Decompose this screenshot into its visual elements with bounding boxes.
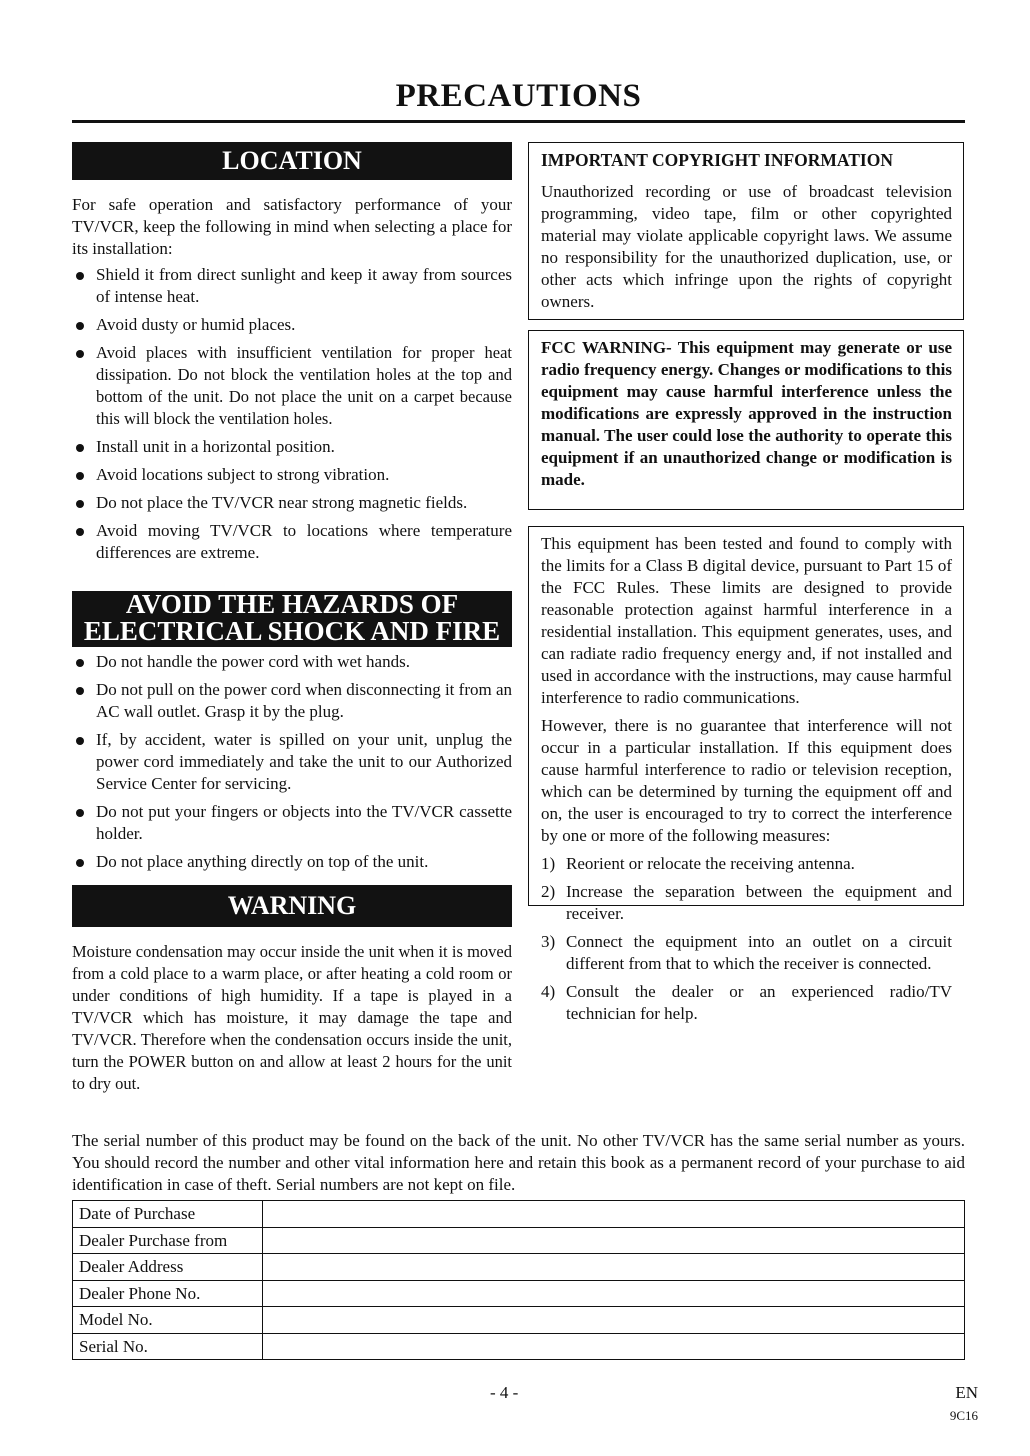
row-value-field[interactable] — [263, 1227, 965, 1254]
list-item: Avoid moving TV/VCR to locations where temperature differences are extreme. — [72, 520, 512, 564]
hazards-list — [72, 651, 512, 873]
item-number: 1) — [541, 854, 556, 873]
location-intro: For safe operation and satisfactory performance of your TV/VCR, keep the following in mind when selecting a place for its installation: — [72, 195, 512, 258]
row-value-field[interactable] — [263, 1201, 965, 1228]
bullet-icon — [76, 528, 84, 536]
list-item: Avoid locations subject to strong vibration. — [72, 464, 512, 486]
row-label: Dealer Phone No. — [73, 1280, 263, 1307]
list-item: Do not place anything directly on top of the unit. — [72, 851, 512, 873]
bullet-icon — [76, 659, 84, 667]
row-label: Date of Purchase — [73, 1201, 263, 1228]
list-item: 2) Increase the separation between the equipment and receiver. — [541, 882, 952, 923]
page-number: - 4 - — [490, 1383, 519, 1402]
row-value-field[interactable] — [263, 1280, 965, 1307]
row-value-field[interactable] — [263, 1333, 965, 1360]
warning-heading: WARNING — [72, 885, 512, 927]
document-code: 9C16 — [949, 1408, 978, 1423]
purchase-record-table — [72, 1200, 965, 1360]
fcc-warning-box — [528, 330, 964, 510]
bullet-icon — [76, 809, 84, 817]
table-row — [73, 1227, 965, 1254]
table-row — [73, 1280, 965, 1307]
list-item: 3) Connect the equipment into an outlet on a circuit different from that to which the receiver is connected. — [541, 932, 952, 973]
fcc-compliance-box — [528, 526, 964, 1023]
hazards-heading — [72, 591, 512, 647]
list-item: Install unit in a horizontal position. — [72, 436, 512, 458]
bullet-icon — [76, 444, 84, 452]
left-column — [72, 142, 512, 1095]
hazards-heading-line2: ELECTRICAL SHOCK AND FIRE — [83, 616, 501, 646]
list-item: Do not place the TV/VCR near strong magnetic fields. — [72, 492, 512, 514]
bullet-icon — [76, 500, 84, 508]
compliance-paragraph: However, there is no guarantee that interference will not occur in a particular installation. If this equipment does cause harmful interference to radio or television reception, which can be determined by turning the equipment off and on, the user is encouraged to try to correct the interference by one or more of the following measures: — [541, 716, 952, 845]
compliance-paragraph: This equipment has been tested and found to comply with the limits for a Class B digital device, pursuant to Part 15 of the FCC Rules. These limits are designed to provide reasonable protection against harmful interference in a residential installation. This equipment generates, uses, and can radiate radio frequency energy and, if not installed and used in accordance with the instructions, may cause harmful interference to radio communications. — [541, 534, 952, 707]
serial-number-note: The serial number of this product may be found on the back of the unit. No other TV/VCR has the same serial number as yours. You should record the number and other vital information here and retain this book as a permanent record of your purchase to aid identification in case of theft. Serial numbers are not kept on file. — [72, 1131, 965, 1194]
bullet-icon — [76, 350, 84, 358]
row-label: Model No. — [73, 1307, 263, 1334]
table-row — [73, 1333, 965, 1360]
copyright-heading: IMPORTANT COPYRIGHT INFORMATION — [541, 150, 893, 170]
right-column — [528, 142, 964, 1023]
bullet-icon — [76, 859, 84, 867]
list-item: Do not handle the power cord with wet hands. — [72, 651, 512, 673]
measures-list — [541, 853, 952, 1025]
table-row — [73, 1254, 965, 1281]
list-item: 4) Consult the dealer or an experienced radio/TV technician for help. — [541, 982, 952, 1023]
copyright-text: Unauthorized recording or use of broadcast television programming, video tape, film or other copyrighted material may violate applicable copyright laws. We assume no responsibility for the unauthorized duplication, use, or other acts which infringe upon the rights of copyright owners. — [541, 182, 952, 311]
location-list — [72, 264, 512, 564]
list-item: Avoid dusty or humid places. — [72, 314, 512, 336]
list-item: Shield it from direct sunlight and keep it away from sources of intense heat. — [72, 264, 512, 308]
list-item: 1) Reorient or relocate the receiving antenna. — [541, 854, 855, 873]
bullet-icon — [76, 472, 84, 480]
copyright-box — [528, 142, 964, 320]
language-code: EN — [955, 1383, 978, 1402]
item-number: 2) — [541, 882, 556, 901]
title-divider — [72, 120, 965, 123]
list-item: Avoid places with insufficient ventilation for proper heat dissipation. Do not block the ventilation holes at the top and bottom of the unit. Do not place the unit on a carpet because this will block the ventilation holes. — [72, 342, 512, 430]
list-item: If, by accident, water is spilled on your unit, unplug the power cord immediately and take the unit to our Authorized Service Center for servicing. — [72, 729, 512, 795]
item-number: 4) — [541, 982, 556, 1001]
list-item: Do not pull on the power cord when disconnecting it from an AC wall outlet. Grasp it by the plug. — [72, 679, 512, 723]
bullet-icon — [76, 687, 84, 695]
fcc-warning-text: FCC WARNING- This equipment may generate or use radio frequency energy. Changes or modifications to this equipment may cause harmful interference unless the modifications are expressly approved in the instruction manual. The user could lose the authority to operate this equipment if an unauthorized change or modification is made. — [541, 338, 952, 489]
table-row — [73, 1201, 965, 1228]
location-heading: LOCATION — [72, 142, 512, 180]
list-item: Do not put your fingers or objects into the TV/VCR cassette holder. — [72, 801, 512, 845]
item-number: 3) — [541, 932, 556, 951]
row-value-field[interactable] — [263, 1254, 965, 1281]
row-label: Serial No. — [73, 1333, 263, 1360]
hazards-heading-line1: AVOID THE HAZARDS OF — [125, 589, 459, 619]
bullet-icon — [76, 272, 84, 280]
bullet-icon — [76, 737, 84, 745]
warning-text: Moisture condensation may occur inside the unit when it is moved from a cold place to a warm place, or after heating a cold room or under conditions of high humidity. If a tape is played in a TV/VCR which has moisture, it may damage the tape and TV/VCR. Therefore when the condensation occurs inside the unit, turn the POWER button on and allow at least 2 hours for the unit to dry out. — [72, 942, 512, 1093]
page-title: PRECAUTIONS — [395, 78, 642, 114]
row-label: Dealer Purchase from — [73, 1227, 263, 1254]
table-row — [73, 1307, 965, 1334]
bullet-icon — [76, 322, 84, 330]
row-label: Dealer Address — [73, 1254, 263, 1281]
row-value-field[interactable] — [263, 1307, 965, 1334]
